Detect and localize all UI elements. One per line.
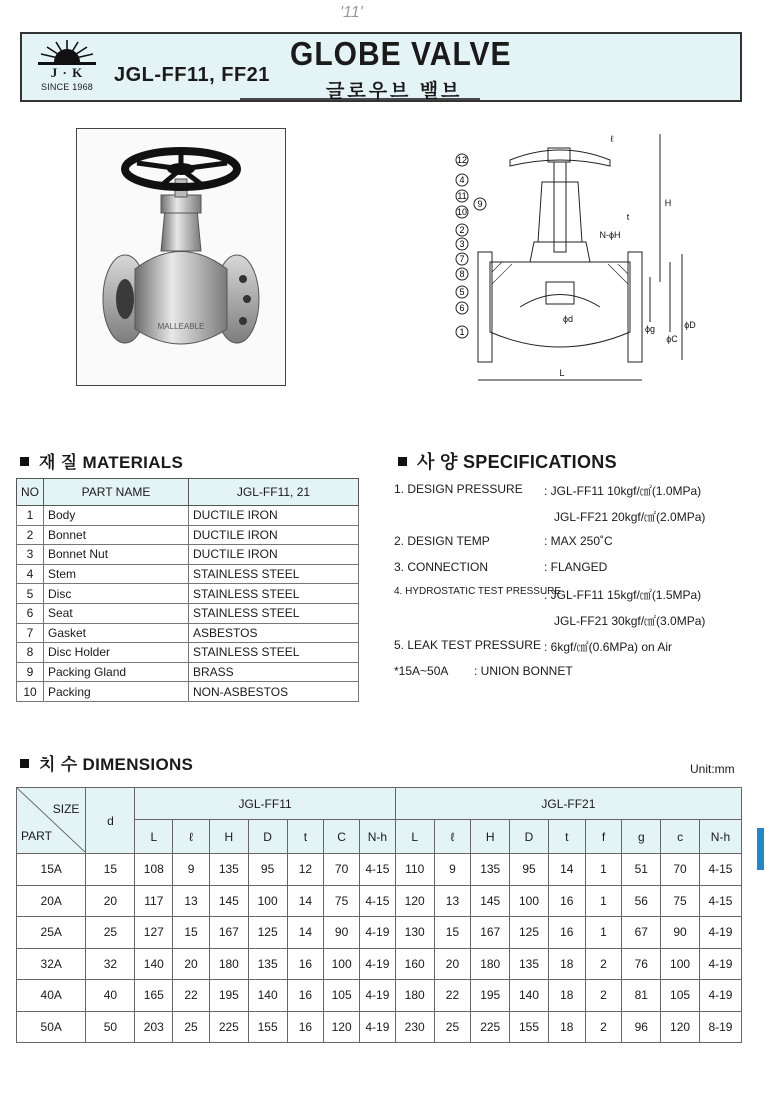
table-cell: 67	[622, 917, 661, 949]
table-cell: 4-19	[359, 980, 395, 1012]
table-cell: 117	[135, 885, 173, 917]
table-row	[17, 1011, 742, 1043]
table-cell: 120	[395, 885, 434, 917]
table-cell: 110	[395, 854, 434, 886]
table-cell: 50	[86, 1011, 135, 1043]
label-small-d: ϕd	[562, 314, 574, 324]
table-cell: 167	[471, 917, 510, 949]
table-cell: 13	[434, 885, 471, 917]
table-cell: 165	[135, 980, 173, 1012]
table-cell: 1	[585, 854, 622, 886]
specifications-title-korean: 사 양	[417, 452, 458, 472]
table-cell: 18	[548, 948, 585, 980]
specifications-title-english: SPECIFICATIONS	[463, 452, 617, 472]
table-cell: 90	[324, 917, 360, 949]
table-cell: 2	[585, 980, 622, 1012]
table-cell: 20	[173, 948, 210, 980]
table-cell: 76	[622, 948, 661, 980]
table-cell: STAINLESS STEEL	[189, 564, 359, 584]
table-cell: 4-15	[359, 885, 395, 917]
table-cell: 155	[248, 1011, 287, 1043]
table-row	[17, 643, 359, 663]
table-row	[17, 584, 359, 604]
table-row	[17, 682, 359, 702]
col-header: t	[548, 820, 585, 854]
table-cell: 90	[661, 917, 700, 949]
logo-since: SINCE 1968	[40, 82, 94, 92]
col-header: c	[661, 820, 700, 854]
table-cell: STAINLESS STEEL	[189, 584, 359, 604]
dimensions-title	[20, 750, 193, 775]
table-cell: 155	[510, 1011, 549, 1043]
square-bullet-icon	[20, 759, 29, 768]
table-cell: 180	[471, 948, 510, 980]
table-row	[17, 662, 359, 682]
col-header: L	[395, 820, 434, 854]
table-cell: 4	[17, 564, 44, 584]
square-bullet-icon	[398, 457, 407, 466]
table-cell: 15	[173, 917, 210, 949]
table-cell: 145	[471, 885, 510, 917]
label-t: t	[626, 212, 630, 222]
table-cell: 140	[248, 980, 287, 1012]
callout: 5	[459, 287, 465, 297]
part-label: PART	[21, 829, 52, 843]
table-cell: 9	[434, 854, 471, 886]
table-cell: 32A	[17, 948, 86, 980]
table-cell: 18	[548, 1011, 585, 1043]
callout: 7	[459, 254, 465, 264]
table-cell: BRASS	[189, 662, 359, 682]
col-header: N-h	[699, 820, 741, 854]
table-cell: 81	[622, 980, 661, 1012]
table-cell: 16	[287, 1011, 324, 1043]
table-cell: 16	[287, 948, 324, 980]
table-cell: 20	[434, 948, 471, 980]
table-cell: 15A	[17, 854, 86, 886]
table-cell: 70	[324, 854, 360, 886]
col-header: f	[585, 820, 622, 854]
page-title: GLOBE VALVE	[290, 36, 512, 73]
callout: 1	[459, 327, 465, 337]
table-cell: 4-15	[699, 885, 741, 917]
table-cell: 4-15	[699, 854, 741, 886]
col-header-material: JGL-FF11, 21	[189, 479, 359, 506]
label-L: L	[559, 368, 565, 378]
dimensions-title-korean: 치 수	[39, 755, 78, 774]
table-row	[17, 525, 359, 545]
table-cell: 4-19	[359, 917, 395, 949]
table-cell: 50A	[17, 1011, 86, 1043]
table-cell: Stem	[44, 564, 189, 584]
table-cell: 18	[548, 980, 585, 1012]
table-cell: 3	[17, 545, 44, 565]
table-cell: 225	[209, 1011, 248, 1043]
callout: 6	[459, 303, 465, 313]
table-cell: 140	[510, 980, 549, 1012]
col-header-no: NO	[17, 479, 44, 506]
col-header: C	[324, 820, 360, 854]
col-header: L	[135, 820, 173, 854]
table-cell: 14	[287, 885, 324, 917]
table-cell: 125	[510, 917, 549, 949]
table-cell: 105	[661, 980, 700, 1012]
table-cell: 14	[548, 854, 585, 886]
table-cell: 16	[548, 917, 585, 949]
table-cell: ASBESTOS	[189, 623, 359, 643]
logo-letters: J · K	[50, 65, 84, 80]
table-cell: 100	[248, 885, 287, 917]
table-cell: 4-19	[699, 948, 741, 980]
size-label: SIZE	[52, 802, 80, 816]
table-cell: 127	[135, 917, 173, 949]
table-cell: DUCTILE IRON	[189, 545, 359, 565]
table-cell: 12	[287, 854, 324, 886]
table-cell: 145	[209, 885, 248, 917]
table-cell: 1	[585, 917, 622, 949]
col-header: H	[471, 820, 510, 854]
callout: 4	[459, 175, 465, 185]
col-header: D	[510, 820, 549, 854]
table-cell: 22	[434, 980, 471, 1012]
table-cell: 75	[324, 885, 360, 917]
table-cell: 16	[548, 885, 585, 917]
table-cell: 160	[395, 948, 434, 980]
specifications-title	[398, 448, 617, 474]
table-cell: 96	[622, 1011, 661, 1043]
table-row	[17, 885, 742, 917]
table-row	[17, 917, 742, 949]
table-cell: 167	[209, 917, 248, 949]
group-header-ff11: JGL-FF11	[135, 788, 395, 820]
table-cell: 4-19	[699, 917, 741, 949]
table-cell: 51	[622, 854, 661, 886]
table-cell: 5	[17, 584, 44, 604]
table-cell: Seat	[44, 603, 189, 623]
label-l: ℓ	[610, 134, 614, 144]
table-cell: 75	[661, 885, 700, 917]
callout: 12	[456, 155, 468, 165]
table-cell: NON-ASBESTOS	[189, 682, 359, 702]
table-cell: STAINLESS STEEL	[189, 643, 359, 663]
col-header: g	[622, 820, 661, 854]
table-cell: 40A	[17, 980, 86, 1012]
table-cell: 22	[173, 980, 210, 1012]
product-photo	[76, 128, 286, 386]
table-cell: 135	[209, 854, 248, 886]
table-cell: 4-15	[359, 854, 395, 886]
col-header: N-h	[359, 820, 395, 854]
table-cell: 4-19	[699, 980, 741, 1012]
table-cell: 4-19	[359, 1011, 395, 1043]
table-cell: 16	[287, 980, 324, 1012]
table-cell: 195	[209, 980, 248, 1012]
table-cell: 25A	[17, 917, 86, 949]
table-cell: STAINLESS STEEL	[189, 603, 359, 623]
table-cell: 8	[17, 643, 44, 663]
table-cell: 95	[248, 854, 287, 886]
table-cell: 230	[395, 1011, 434, 1043]
table-cell: 2	[17, 525, 44, 545]
table-row	[17, 506, 359, 526]
table-cell: 225	[471, 1011, 510, 1043]
handwritten-mark: '11'	[340, 4, 363, 21]
table-cell: 105	[324, 980, 360, 1012]
label-d: ϕD	[684, 320, 696, 330]
dimensions-title-english: DIMENSIONS	[82, 755, 194, 774]
table-row	[17, 564, 359, 584]
table-cell: 32	[86, 948, 135, 980]
model-number: JGL-FF11, FF21	[114, 64, 270, 86]
table-cell: Bonnet Nut	[44, 545, 189, 565]
table-row	[17, 545, 359, 565]
table-cell: 15	[434, 917, 471, 949]
table-cell: 100	[324, 948, 360, 980]
label-g: ϕg	[644, 324, 656, 334]
table-cell: 8-19	[699, 1011, 741, 1043]
globe-valve-photo	[77, 129, 284, 384]
table-cell: 95	[510, 854, 549, 886]
table-row	[17, 623, 359, 643]
table-cell: 203	[135, 1011, 173, 1043]
table-cell: DUCTILE IRON	[189, 506, 359, 526]
table-row	[17, 980, 742, 1012]
table-cell: 9	[173, 854, 210, 886]
square-bullet-icon	[20, 457, 29, 466]
table-row	[17, 948, 742, 980]
table-row	[17, 603, 359, 623]
table-cell: Body	[44, 506, 189, 526]
callout: 8	[459, 269, 465, 279]
table-cell: Gasket	[44, 623, 189, 643]
table-cell: 7	[17, 623, 44, 643]
dimensions-table	[16, 787, 742, 1043]
col-header: D	[248, 820, 287, 854]
table-cell: 140	[135, 948, 173, 980]
table-cell: Disc	[44, 584, 189, 604]
body-mark: MALLEABLE	[157, 322, 205, 331]
title-underline	[240, 96, 480, 102]
page-title-korean: 글로우브 밸브	[326, 81, 463, 102]
callout: 2	[459, 225, 465, 235]
table-cell: DUCTILE IRON	[189, 525, 359, 545]
materials-title-korean: 재 질	[39, 453, 78, 472]
group-header-ff21: JGL-FF21	[395, 788, 741, 820]
table-cell: 135	[471, 854, 510, 886]
table-cell: 6	[17, 603, 44, 623]
page-edge-tab	[757, 828, 764, 870]
table-cell: 4-19	[359, 948, 395, 980]
table-cell: 108	[135, 854, 173, 886]
callout: 11	[457, 191, 467, 201]
table-cell: 20A	[17, 885, 86, 917]
table-cell: Disc Holder	[44, 643, 189, 663]
table-cell: 25	[86, 917, 135, 949]
table-cell: 1	[17, 506, 44, 526]
table-cell: Bonnet	[44, 525, 189, 545]
table-cell: 180	[395, 980, 434, 1012]
company-logo	[32, 38, 102, 98]
table-cell: 120	[324, 1011, 360, 1043]
table-cell: 1	[585, 885, 622, 917]
table-cell: 13	[173, 885, 210, 917]
label-h: H	[664, 198, 672, 208]
table-cell: 25	[434, 1011, 471, 1043]
table-cell: 10	[17, 682, 44, 702]
table-cell: 135	[248, 948, 287, 980]
callout: 3	[459, 239, 465, 249]
table-cell: 130	[395, 917, 434, 949]
table-cell: 70	[661, 854, 700, 886]
materials-table	[16, 478, 359, 702]
label-c: ϕC	[666, 334, 678, 344]
table-cell: 100	[661, 948, 700, 980]
valve-section-drawing	[450, 132, 700, 392]
table-cell: 56	[622, 885, 661, 917]
callout-9: 9	[477, 199, 483, 209]
table-cell: 180	[209, 948, 248, 980]
materials-title-english: MATERIALS	[82, 453, 184, 472]
table-cell: 15	[86, 854, 135, 886]
table-row	[17, 854, 742, 886]
table-cell: 135	[510, 948, 549, 980]
col-header: H	[209, 820, 248, 854]
table-cell: 100	[510, 885, 549, 917]
col-header-d: d	[86, 788, 135, 854]
table-cell: 2	[585, 1011, 622, 1043]
table-cell: 20	[86, 885, 135, 917]
materials-title	[20, 448, 183, 473]
table-cell: 125	[248, 917, 287, 949]
table-cell: 9	[17, 662, 44, 682]
size-part-header	[17, 788, 86, 854]
table-cell: 14	[287, 917, 324, 949]
callout: 10	[456, 207, 468, 217]
table-cell: 40	[86, 980, 135, 1012]
table-cell: Packing Gland	[44, 662, 189, 682]
label-nh: N-ϕH	[599, 230, 621, 240]
table-cell: 2	[585, 948, 622, 980]
unit-label: Unit:mm	[690, 762, 735, 776]
table-cell: 25	[173, 1011, 210, 1043]
rising-sun-icon	[32, 38, 102, 66]
table-cell: Packing	[44, 682, 189, 702]
table-cell: 120	[661, 1011, 700, 1043]
table-cell: 195	[471, 980, 510, 1012]
col-header: t	[287, 820, 324, 854]
col-header: ℓ	[434, 820, 471, 854]
col-header-part: PART NAME	[44, 479, 189, 506]
col-header: ℓ	[173, 820, 210, 854]
